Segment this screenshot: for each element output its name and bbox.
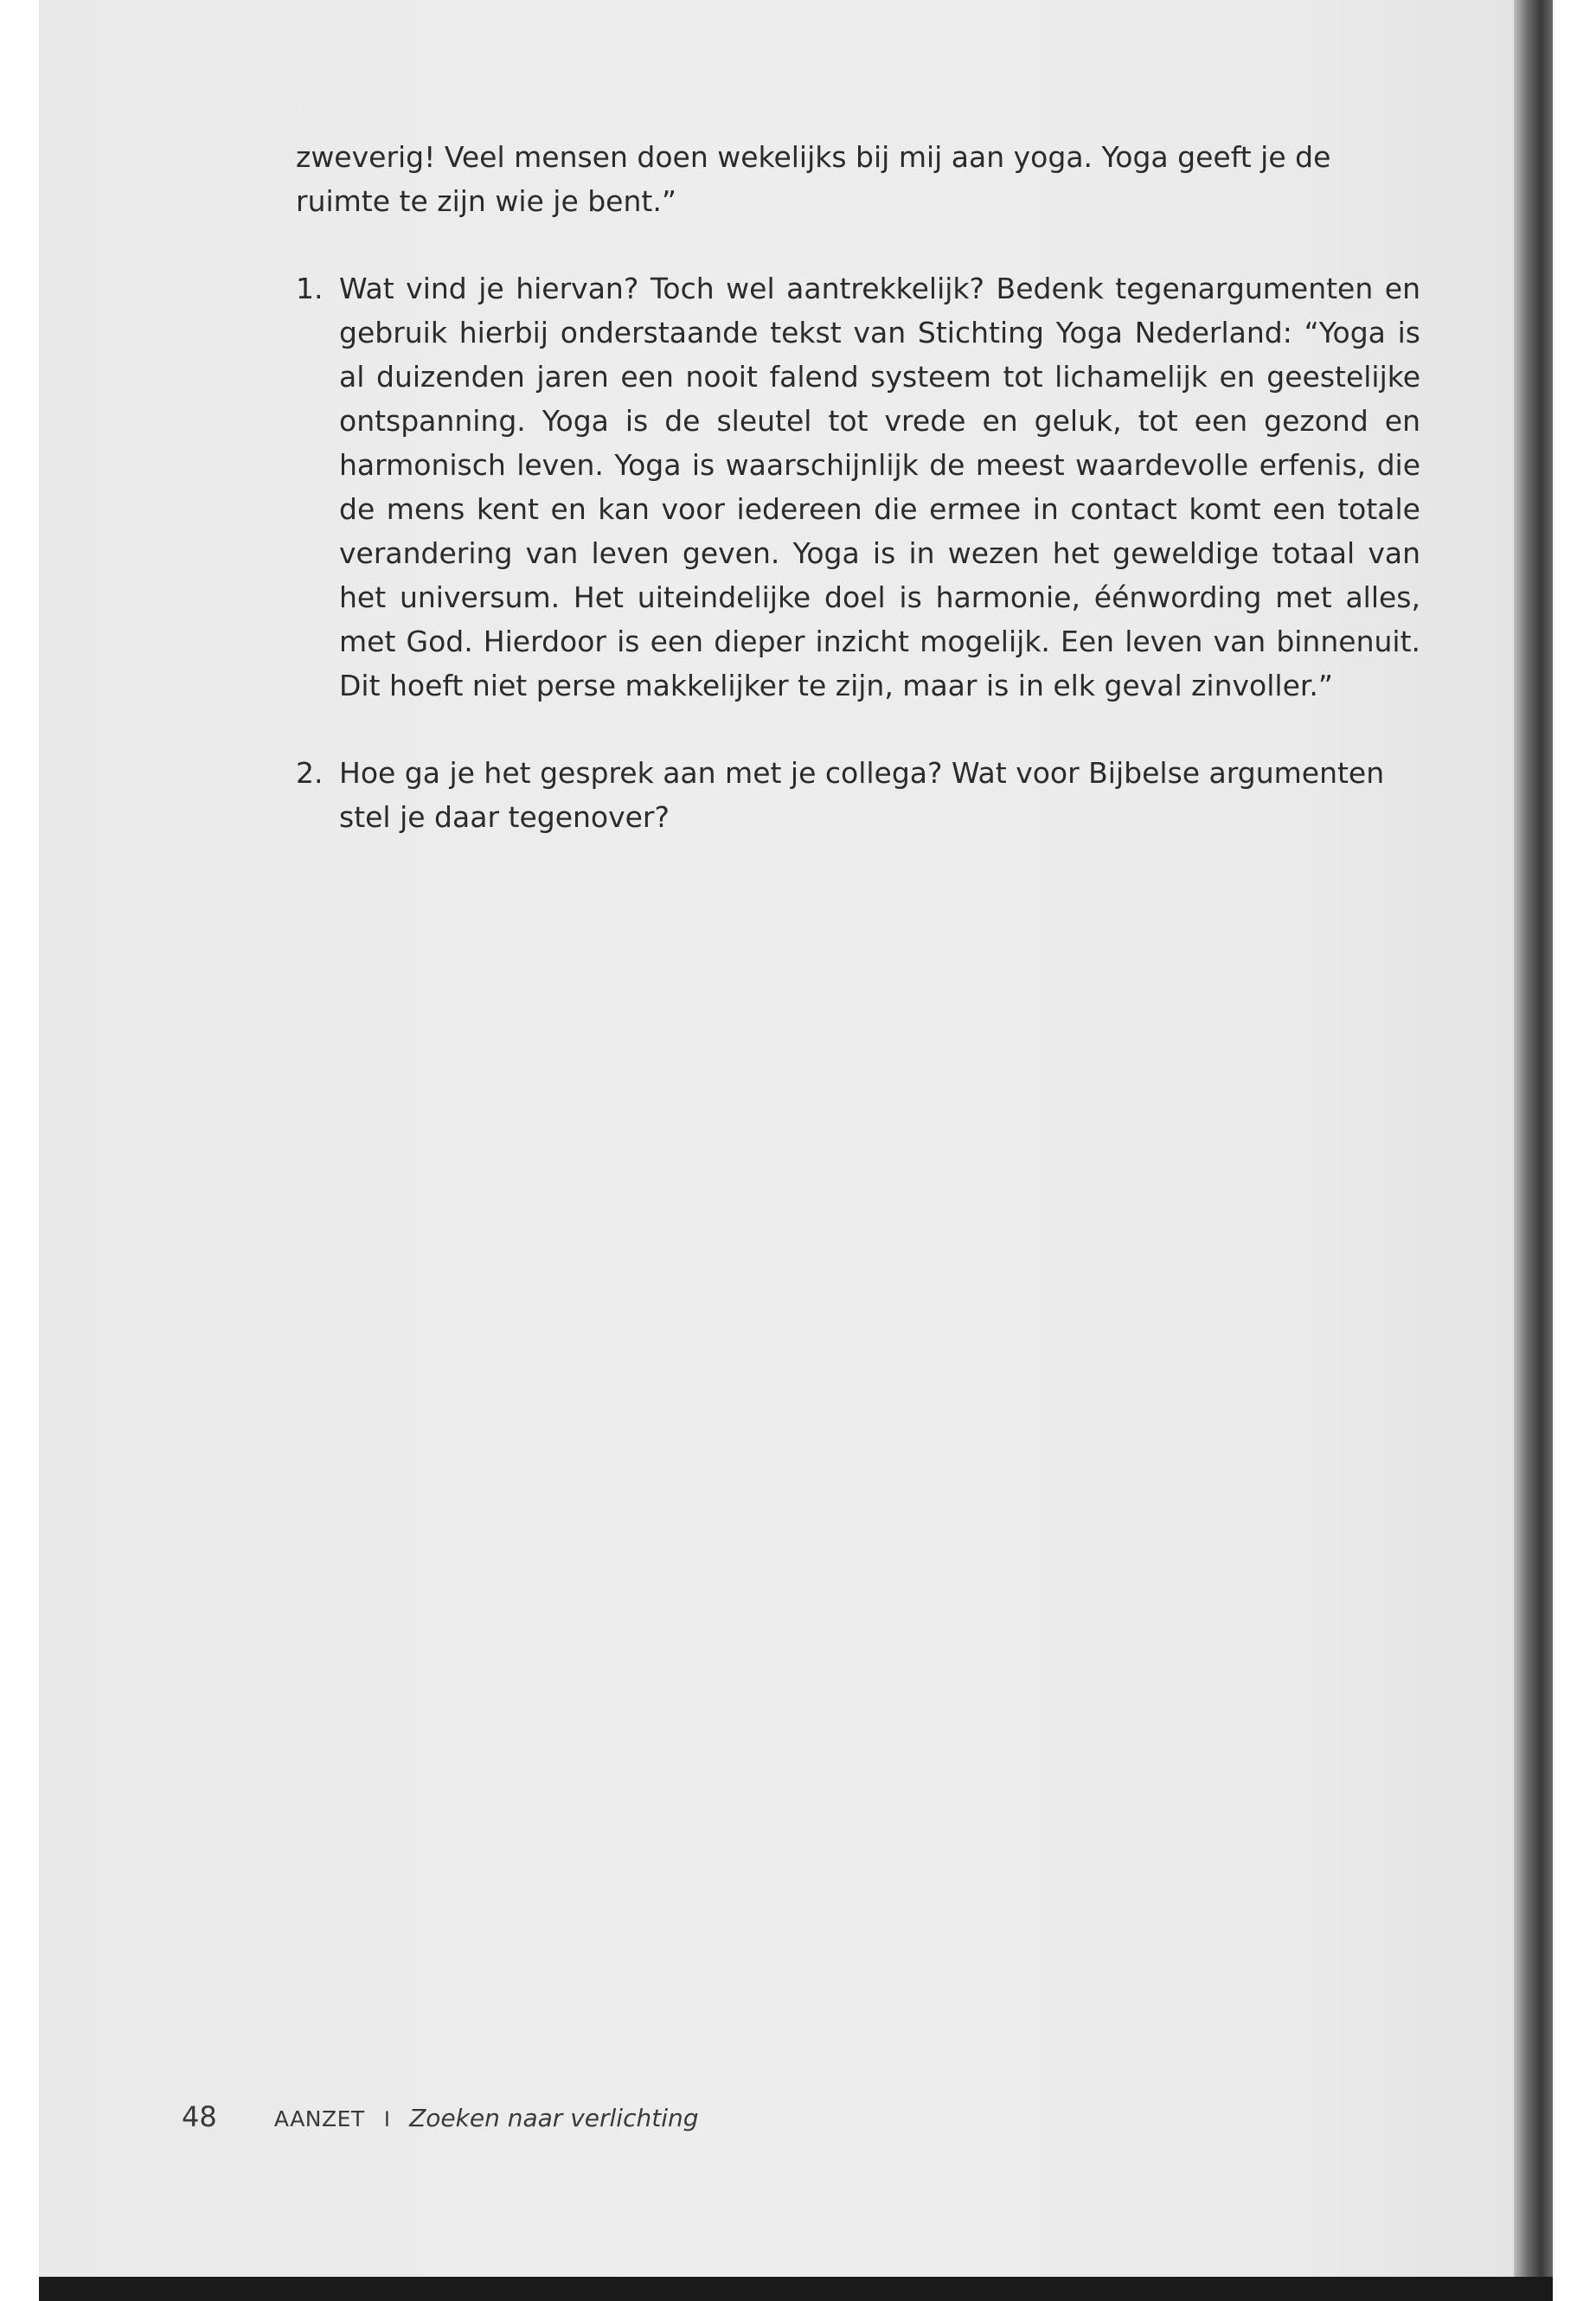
question-item: [296, 266, 1420, 708]
question-list: [296, 751, 1420, 839]
question-number: 1.: [296, 272, 324, 305]
book-subtitle: Zoeken naar verlichting: [409, 2104, 699, 2132]
page-number: 48: [182, 2100, 217, 2133]
question-text: Wat vind je hiervan? Toch wel aantrekkelijk? Bedenk tegenargumenten en gebruik hierbij onderstaande tekst van Stichting Yoga Nederland: “Yoga is al duizenden jaren een nooit falend systeem tot lichamelijk en geestelijke ontspanning. Yoga is de sleutel tot vrede en geluk, tot een gezond en harmonisch leven. Yoga is waarschijnlijk de meest waardevolle erfenis, die de mens kent en kan voor iedereen die ermee in contact komt een totale verandering van leven geven. Yoga is in wezen het geweldige totaal van het universum. Het uiteindelijke doel is harmonie, éénwording met alles, met God. Hierdoor is een dieper inzicht mogelijk. Een leven van binnenuit. Dit hoeft niet perse makkelijker te zijn, maar is in elk geval zinvoller.”: [339, 272, 1420, 702]
book-title: AANZET: [273, 2106, 365, 2131]
question-text: Hoe ga je het gesprek aan met je collega? Wat voor Bijbelse argumenten stel je daar tegenover?: [339, 756, 1385, 834]
question-item: [296, 751, 1420, 839]
footer-separator: I: [383, 2107, 390, 2131]
scan-margin: [1553, 0, 1596, 2301]
question-list: [296, 266, 1420, 708]
page-footer: [182, 2099, 699, 2137]
book-spine: [1514, 0, 1553, 2301]
scan-bottom-edge: [39, 2277, 1553, 2301]
intro-paragraph: zweverig! Veel mensen doen wekelijks bij mij aan yoga. Yoga geeft je de ruimte te zijn wie je bent.”: [296, 140, 1331, 218]
question-number: 2.: [296, 756, 324, 790]
